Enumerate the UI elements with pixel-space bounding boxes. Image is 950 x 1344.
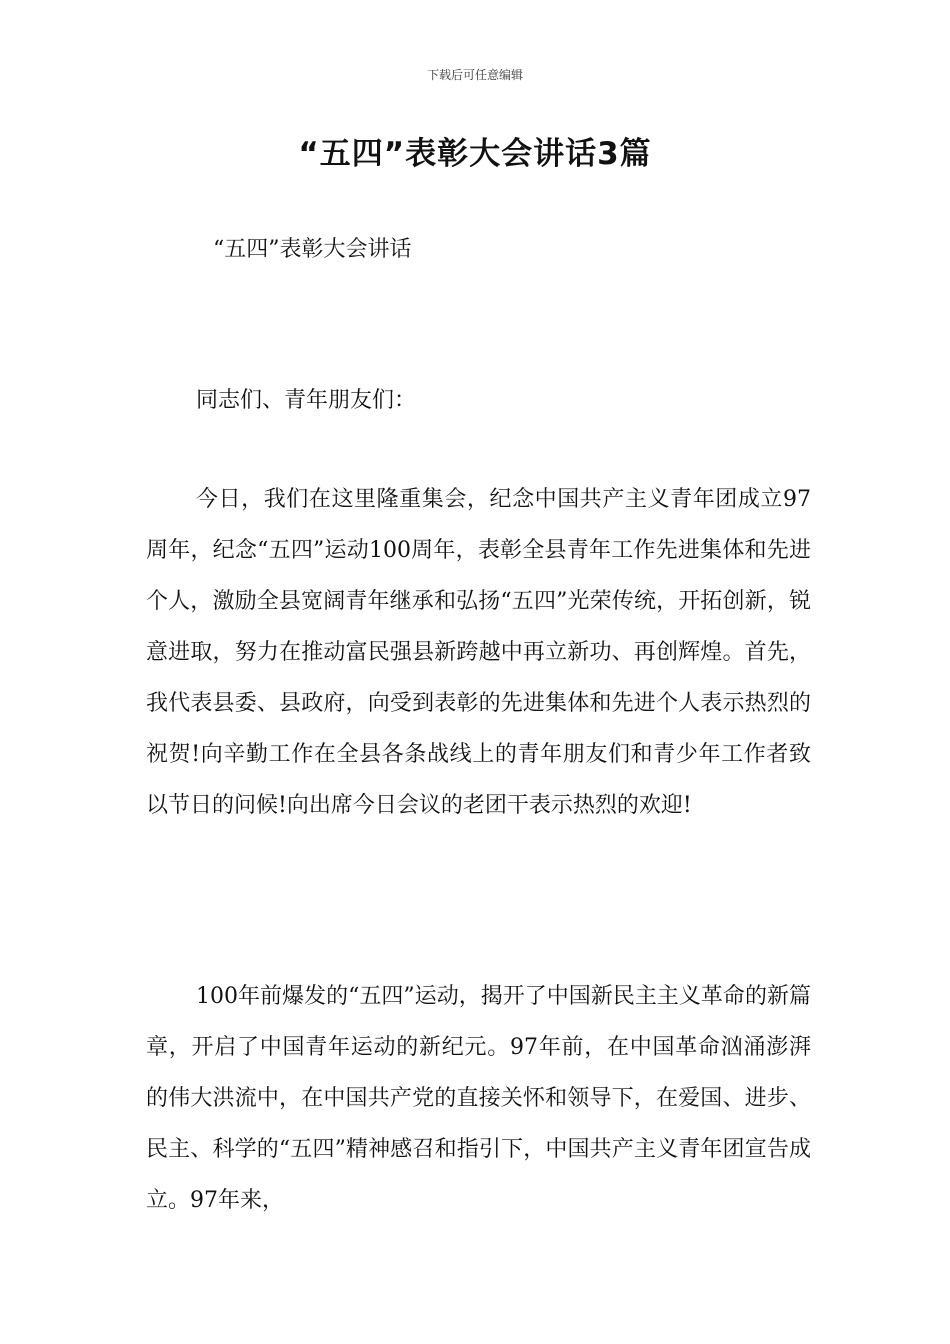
paragraph-2: 100年前爆发的“五四”运动，揭开了中国新民主主义革命的新篇章，开启了中国青年运动的新纪元。97年前，在中国革命汹涌澎湃的伟大洪流中，在中国共产党的直接关怀和领导下，在爱国、进步、民主、科学的“五四”精神感召和指引下，中国共产主义青年团宣告成立。97年来， bbox=[146, 984, 811, 1213]
salutation: 同志们、青年朋友们： bbox=[196, 388, 417, 413]
paragraph-1: 今日，我们在这里隆重集会，纪念中国共产主义青年团成立97周年，纪念“五四”运动100周年，表彰全县青年工作先进集体和先进个人，激励全县宽阔青年继承和弘扬“五四”光荣传统，开拓创新，锐意进取，努力在推动富民强县新跨越中再立新功、再创辉煌。首先，我代表县委、县政府，向受到表彰的先进集体和先进个人表示热烈的祝贺!向辛勤工作在全县各条战线上的青年朋友们和青少年工作者致以节日的问候!向出席今日会议的老团干表示热烈的欢迎! bbox=[146, 487, 811, 818]
document-subtitle: “五四”表彰大会讲话 bbox=[213, 237, 412, 262]
header-note: 下载后可任意编辑 bbox=[426, 68, 523, 82]
document-title: “五四”表彰大会讲话3篇 bbox=[298, 136, 652, 172]
